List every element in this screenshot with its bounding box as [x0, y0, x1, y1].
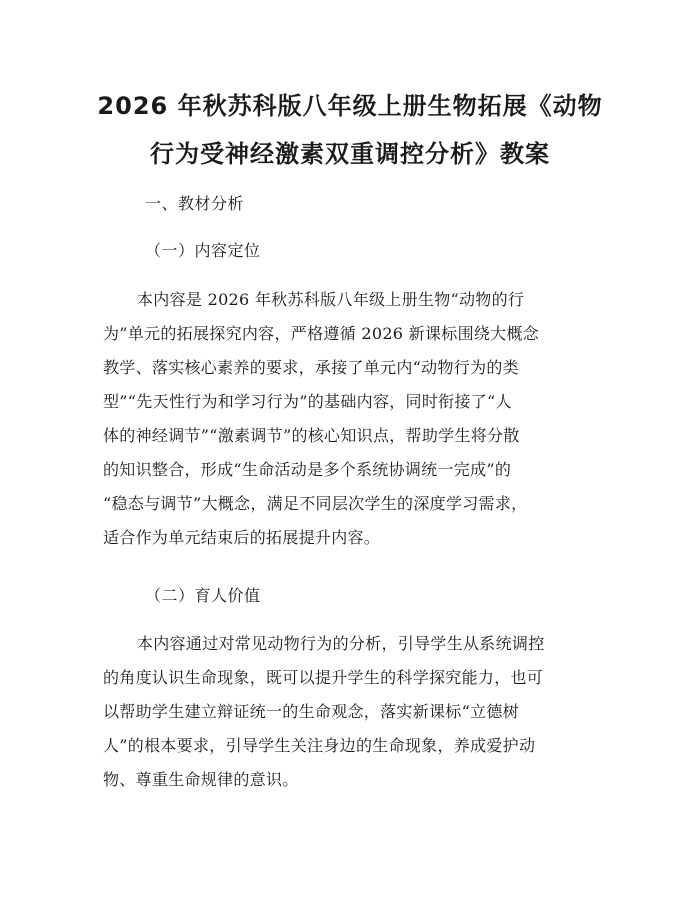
- paragraph-line: 教学、落实核心素养的要求，承接了单元内“动物行为的类: [103, 358, 519, 377]
- paragraph-line: 物、尊重生命规律的意识。: [103, 770, 299, 789]
- paragraph-line: 的角度认识生命现象，既可以提升学生的科学探究能力，也可: [103, 668, 544, 687]
- paragraph-line: 为”单元的拓展探究内容，严格遵循 2026 新课标围绕大概念: [103, 324, 540, 343]
- paragraph-line: 适合作为单元结束后的拓展提升内容。: [103, 528, 381, 547]
- subsection-heading-educational-value: （二）育人价值: [145, 586, 261, 605]
- paragraph-line: 本内容是 2026 年秋苏科版八年级上册生物“动物的行: [137, 290, 525, 309]
- paragraph-line: 的知识整合，形成“生命活动是多个系统协调统一完成”的: [103, 460, 512, 479]
- paragraph-line: 人”的根本要求，引导学生关注身边的生命现象，养成爱护动: [103, 736, 536, 755]
- paragraph-educational-value: [103, 627, 613, 797]
- paragraph-line: 型”“先天性行为和学习行为”的基础内容，同时衔接了“人: [103, 392, 512, 411]
- paragraph-line: 以帮助学生建立辩证统一的生命观念，落实新课标“立德树: [103, 702, 519, 721]
- paragraph-content-positioning: [103, 283, 613, 555]
- subsection-heading-content-positioning: （一）内容定位: [145, 241, 261, 260]
- document-title-line-2: 行为受神经激素双重调控分析》教案: [150, 140, 550, 168]
- paragraph-line: 体的神经调节”“激素调节”的核心知识点，帮助学生将分散: [103, 426, 520, 445]
- paragraph-line: “稳态与调节”大概念，满足不同层次学生的深度学习需求，: [103, 494, 528, 513]
- section-heading-textbook-analysis: 一、教材分析: [145, 194, 245, 213]
- paragraph-line: 本内容通过对常见动物行为的分析，引导学生从系统调控: [137, 634, 545, 653]
- document-title-line-1: 2026 年秋苏科版八年级上册生物拓展《动物: [97, 92, 603, 120]
